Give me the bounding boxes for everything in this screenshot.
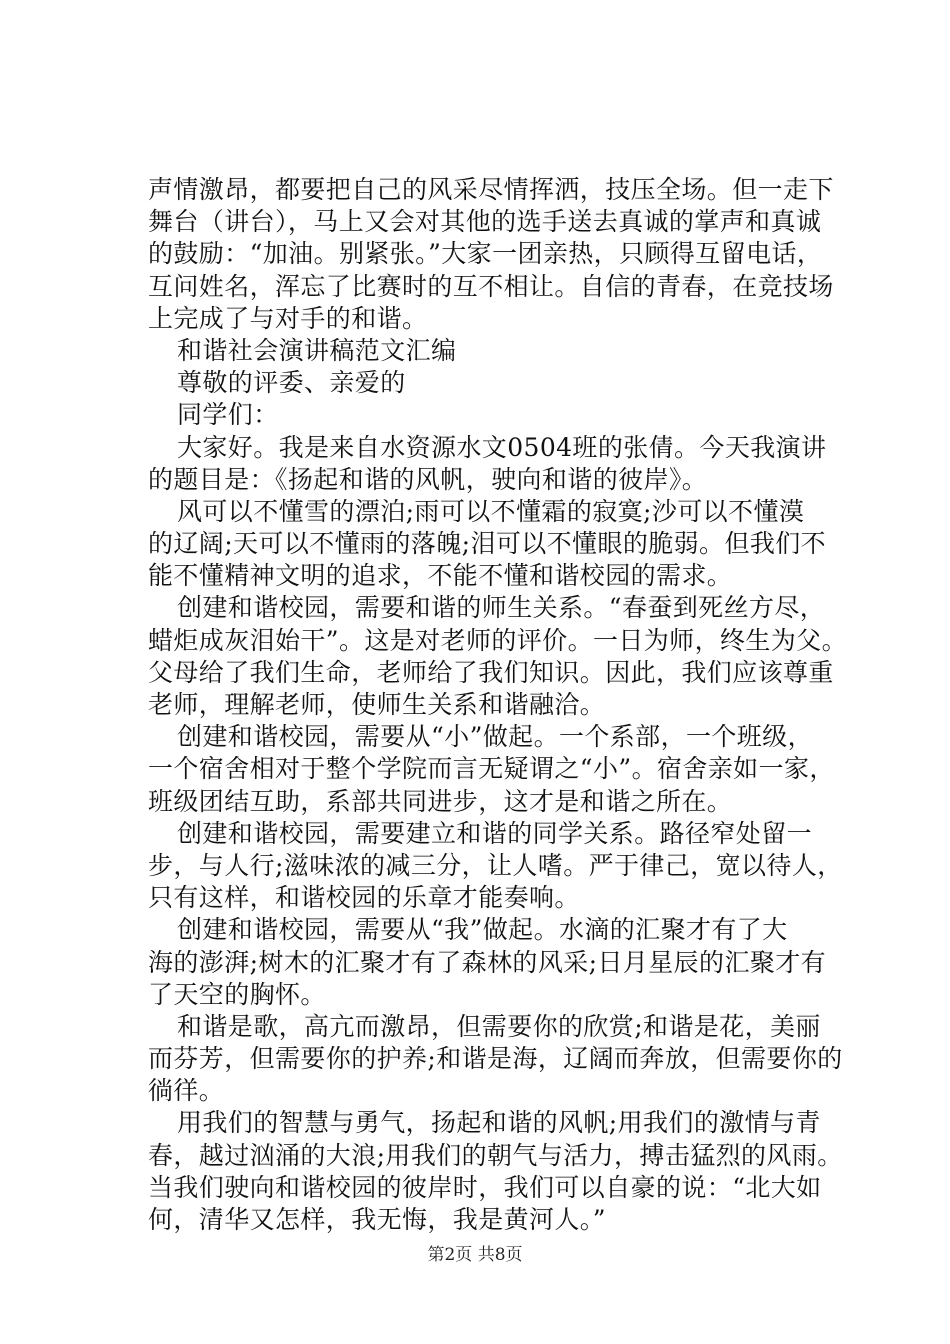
- text-line: 尊敬的评委、亲爱的: [177, 368, 406, 398]
- text-line: 能不懂精神文明的追求，不能不懂和谐校园的需求。: [148, 561, 733, 591]
- text-line: 创建和谐校园，需要从“小”做起。一个系部，一个班级，: [177, 722, 813, 752]
- text-line: 大家好。我是来自水资源水文0504班的张倩。今天我演讲: [177, 432, 827, 462]
- text-line: 上完成了与对手的和谐。: [148, 303, 428, 333]
- text-line: 互问姓名，浑忘了比赛时的互不相让。自信的青春，在竞技场: [148, 271, 834, 301]
- text-line: 创建和谐校园，需要和谐的师生关系。“春蚕到死丝方尽，: [177, 593, 826, 623]
- document-body: [148, 174, 847, 1236]
- text-line: 当我们驶向和谐校园的彼岸时，我们可以自豪的说：“北大如: [148, 1172, 822, 1202]
- text-line: 的鼓励：“加油。别紧张。”大家一团亲热，只顾得互留电话，: [148, 239, 823, 269]
- text-line: 创建和谐校园，需要建立和谐的同学关系。路径窄处留一: [177, 818, 813, 848]
- text-line: 同学们：: [177, 400, 279, 430]
- text-line: 徜徉。: [148, 1076, 225, 1106]
- text-line: 的题目是：《扬起和谐的风帆，驶向和谐的彼岸》。: [148, 464, 708, 494]
- text-line: 父母给了我们生命，老师给了我们知识。因此，我们应该尊重: [148, 657, 834, 687]
- text-line: 海的澎湃;树木的汇聚才有了森林的风采;日月星辰的汇聚才有: [148, 947, 827, 977]
- text-line: 风可以不懂雪的漂泊;雨可以不懂霜的寂寞;沙可以不懂漠: [177, 496, 805, 526]
- text-line: 用我们的智慧与勇气，扬起和谐的风帆;用我们的激情与青: [177, 1108, 821, 1138]
- page-number-footer: 第2页 共8页: [427, 1245, 523, 1265]
- text-line: 只有这样，和谐校园的乐章才能奏响。: [148, 883, 580, 913]
- text-line: 老师，理解老师，使师生关系和谐融洽。: [148, 690, 606, 719]
- text-line: 和谐是歌，高亢而激昂，但需要你的欣赏;和谐是花，美丽: [177, 1011, 821, 1041]
- text-line: 和谐社会演讲稿范文汇编: [177, 335, 457, 365]
- text-line: 而芬芳，但需要你的护养;和谐是海，辽阔而奔放，但需要你的: [148, 1044, 843, 1074]
- text-line: 一个宿舍相对于整个学院而言无疑谓之“小”。宿舍亲如一家，: [148, 754, 835, 784]
- text-line: 班级团结互助，系部共同进步，这才是和谐之所在。: [148, 786, 733, 816]
- text-line: 步，与人行;滋味浓的减三分，让人嗜。严于律己，宽以待人，: [148, 850, 843, 880]
- text-line: 舞台（讲台），马上又会对其他的选手送去真诚的掌声和真诚: [148, 207, 822, 237]
- text-line: 春，越过汹涌的大浪;用我们的朝气与活力，搏击猛烈的风雨。: [148, 1140, 843, 1170]
- text-line: 了天空的胸怀。: [148, 979, 326, 1009]
- text-line: 声情激昂，都要把自己的风采尽情挥洒，技压全场。但一走下: [148, 175, 834, 204]
- text-line: 的辽阔;天可以不懂雨的落魄;泪可以不懂眼的脆弱。但我们不: [148, 529, 827, 559]
- text-line: 创建和谐校园，需要从“我”做起。水滴的汇聚才有了大: [177, 915, 788, 945]
- text-line: 何，清华又怎样，我无悔，我是黄河人。”: [148, 1205, 606, 1234]
- text-line: 蜡炬成灰泪始干”。这是对老师的评价。一日为师，终生为父。: [148, 625, 847, 655]
